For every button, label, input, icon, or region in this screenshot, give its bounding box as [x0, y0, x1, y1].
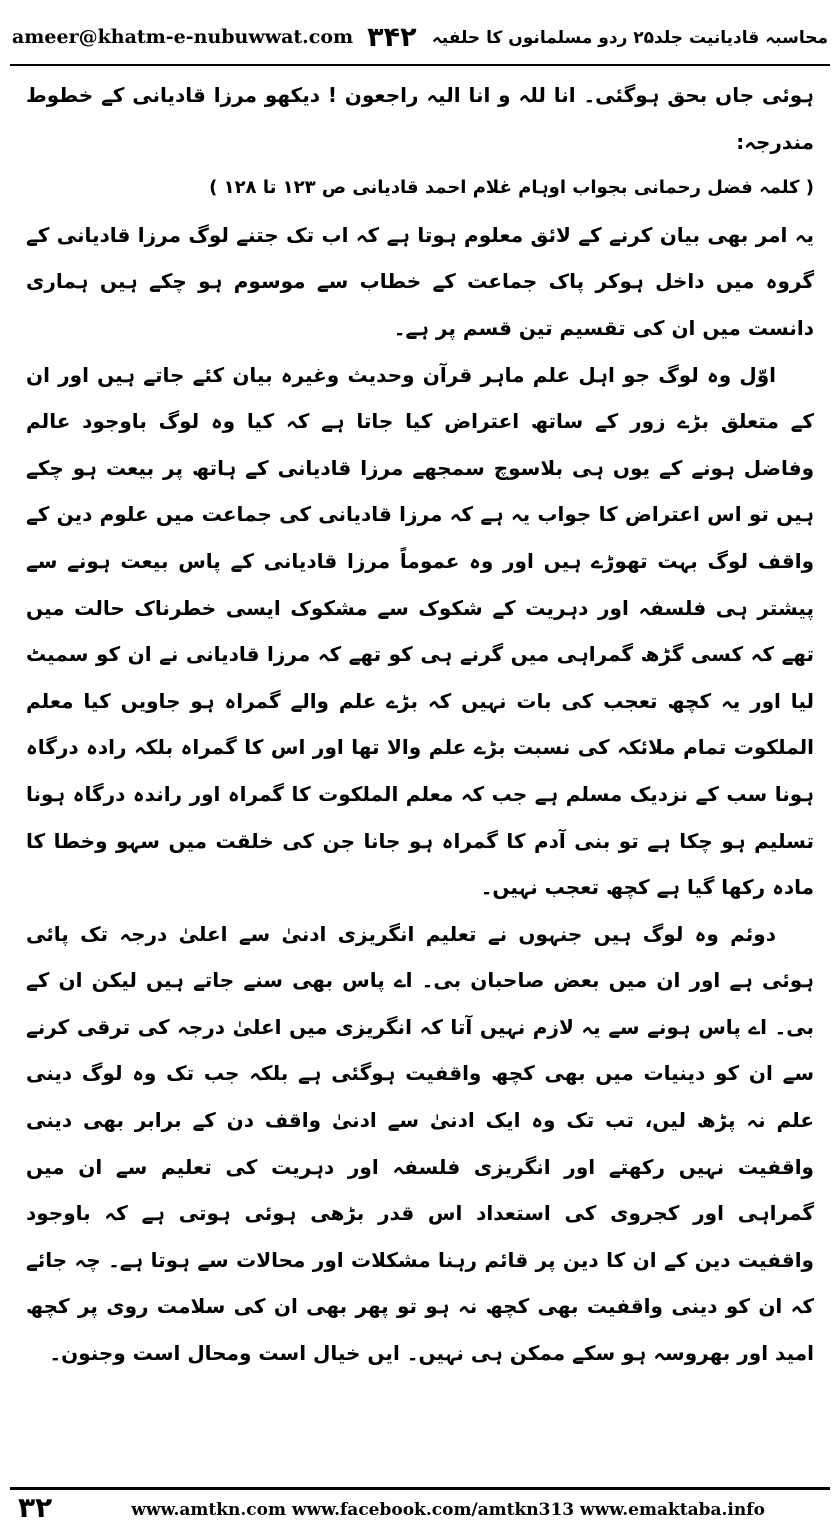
header-email: ameer@khatm-e-nubuwwat.com	[12, 26, 354, 48]
header-page-number: ۳۴۲	[367, 21, 417, 53]
footer-links: www.amtkn.com www.facebook.com/amtkn313 www.emaktaba.info	[131, 1500, 765, 1520]
header-divider	[10, 64, 830, 66]
citation: ( کلمہ فضل رحمانی بجواب اوہام غلام احمد قادیانی ص ۱۲۳ تا ۱۲۸ )	[209, 177, 814, 199]
paragraph-2: اوّل وہ لوگ جو اہل علم ماہر قرآن وحدیث وغیرہ بیان کئے جاتے ہیں اور ان کے متعلق بڑے زور کے ساتھ اعتراض کیا جاتا ہے کہ کیا وہ لوگ باوجود عالم وفاضل ہونے کے یوں ہی بلاسوچ سمجھے مرزا قادیانی کے ہاتھ پر بیعت ہو چکے ہیں تو اس اعتراض کا جواب یہ ہے کہ مرزا قادیانی کی جماعت میں علوم دین کے واقف لوگ بہت تھوڑے ہیں اور وہ عموماً مرزا قادیانی کے پاس بیعت ہونے سے پیشتر ہی فلسفہ اور دہریت کے شکوک سے مشکوک ایسی خطرناک حالت میں تھے کہ کسی گڑھ گمراہی میں گرنے ہی کو تھے کہ مرزا قادیانی نے ان کو سمیٹ لیا اور یہ کچھ تعجب کی بات نہیں کہ بڑے علم والے گمراہ ہو جاویں کیا معلم الملکوت تمام ملائکہ کی نسبت بڑے علم والا تھا اور اس کا گمراہ بلکہ رادہ درگاہ ہونا سب کے نزدیک مسلم ہے جب کہ معلم الملکوت کا گمراہ اور راندہ درگاہ ہونا تسلیم ہو چکا ہے تو بنی آدم کا گمراہ ہو جانا جن کی خلقت میں سہو وخطا کا مادہ رکھا گیا ہے کچھ تعجب نہیں۔	[26, 362, 814, 900]
paragraph-3: دوئم وہ لوگ ہیں جنہوں نے تعلیم انگریزی ادنیٰ سے اعلیٰ درجہ تک پائی ہوئی ہے اور ان میں بعض صاحبان بی۔ اے پاس بھی سنے جاتے ہیں لیکن ان کے بی۔ اے پاس ہونے سے یہ لازم نہیں آتا کہ انگریزی میں اعلیٰ درجہ کی ترقی کرنے سے ان کو دینیات میں بھی کچھ واقفیت ہوگئی ہے بلکہ جب تک وہ لوگ دینی علم نہ پڑھ لیں، تب تک وہ ایک ادنیٰ سے ادنیٰ واقف دن کے برابر بھی دینی واقفیت نہیں رکھتے اور انگریزی فلسفہ اور دہریت کی تعلیم سے ان میں گمراہی اور کجروی کی استعداد اس قدر بڑھی ہوئی ہوتی ہے کہ باوجود واقفیت دین کے ان کا دین پر قائم رہنا مشکلات اور محالات سے ہوتا ہے۔ چہ جائے کہ ان کو دینی واقفیت بھی کچھ نہ ہو تو پھر بھی ان کی سلامت روی پر کچھ امید اور بھروسہ ہو سکے ممکن ہی نہیں۔ ایں خیال است ومحال است وجنون۔	[26, 921, 814, 1366]
page-footer	[10, 1487, 830, 1530]
header-title: محاسبہ قادیانیت جلد۲۵ ردو مسلمانوں کا حلفیہ	[431, 27, 828, 48]
footer-page-number: ۳۲	[18, 1490, 53, 1524]
page-body	[26, 72, 814, 1480]
page-header	[12, 14, 828, 60]
paragraph-1: یہ امر بھی بیان کرنے کے لائق معلوم ہوتا ہے کہ اب تک جتنے لوگ مرزا قادیانی کے گروہ میں داخل ہوکر پاک جماعت کے خطاب سے موسوم ہو چکے ہیں ہماری دانست میں ان کی تقسیم تین قسم پر ہے۔	[26, 222, 814, 340]
intro-text: ہوئی جاں بحق ہوگئی۔ انا للہ و انا الیہ راجعون ! دیکھو مرزا قادیانی کے خطوط مندرجہ:	[26, 83, 814, 154]
